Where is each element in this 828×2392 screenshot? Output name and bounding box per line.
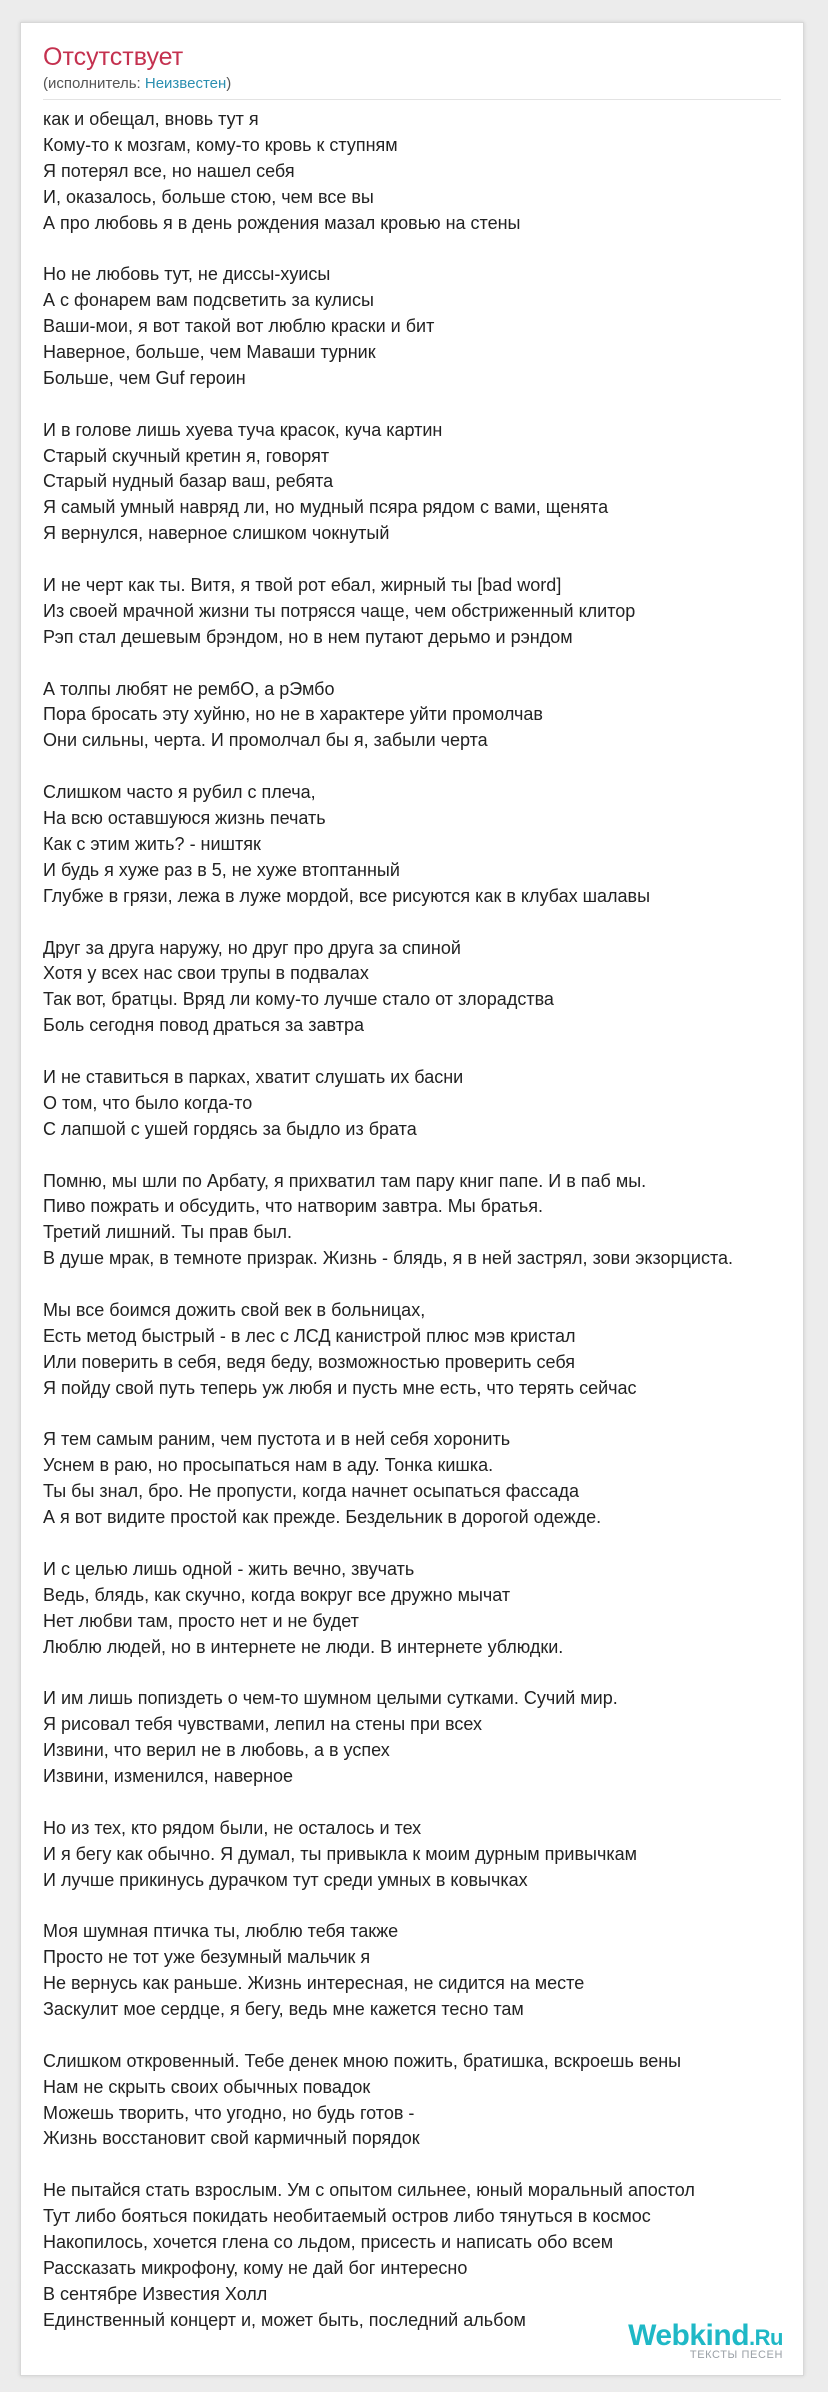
lyric-line: Ваши-мои, я вот такой вот люблю краски и бит	[43, 316, 435, 337]
lyric-line: Ведь, блядь, как скучно, когда вокруг все дружно мычат	[43, 1584, 511, 1605]
lyric-line: И лучше прикинусь дурачком тут среди умных в ковычках	[43, 1869, 528, 1890]
lyric-line: Я вернулся, наверное слишком чокнутый	[43, 523, 390, 544]
lyric-line: Старый скучный кретин я, говорят	[43, 445, 330, 466]
lyric-line: Боль сегодня повод драться за завтра	[43, 1015, 364, 1036]
lyric-line: Но не любовь тут, не диссы-хуисы	[43, 264, 331, 285]
lyric-line: И не черт как ты. Витя, я твой рот ебал, жирный ты [bad word]	[43, 575, 562, 596]
lyric-line: О том, что было когда-то	[43, 1092, 253, 1113]
stanza-gap	[43, 1531, 803, 1557]
artist-prefix: (исполнитель:	[43, 75, 145, 92]
lyric-line: как и обещал, вновь тут я	[43, 109, 259, 129]
artist-line	[43, 75, 231, 92]
lyric-line: Больше, чем Guf героин	[43, 367, 246, 388]
lyric-line: Пора бросать эту хуйню, но не в характере уйти промолчав	[43, 704, 543, 725]
lyric-line: Не вернусь как раньше. Жизнь интересная, не сидится на месте	[43, 1973, 585, 1994]
stanza-gap	[43, 1893, 803, 1919]
song-title: Отсутствует	[43, 43, 184, 71]
lyric-line: Можешь творить, что угодно, но будь готов -	[43, 2102, 415, 2123]
logo-tld: .Ru	[749, 2325, 783, 2350]
lyric-line: Рэп стал дешевым брэндом, но в нем путают дерьмо и рэндом	[43, 626, 573, 647]
lyric-line: А толпы любят не рембО, а рЭмбо	[43, 678, 335, 699]
stanza-gap	[43, 754, 803, 780]
stanza-gap	[43, 1660, 803, 1686]
site-logo[interactable]	[628, 2319, 783, 2361]
logo-tagline: ТЕКСТЫ ПЕСЕН	[689, 2349, 783, 2361]
lyric-line: Уснем в раю, но просыпаться нам в аду. Тонка кишка.	[43, 1455, 494, 1476]
lyric-line: Накопилось, хочется глена со льдом, присесть и написать обо всем	[43, 2232, 614, 2253]
lyric-line: Старый нудный базар ваш, ребята	[43, 471, 334, 492]
stanza-gap	[43, 1039, 803, 1065]
stanza-gap	[43, 2152, 803, 2178]
lyric-line: И я бегу как обычно. Я думал, ты привыкла к моим дурным привычкам	[43, 1843, 637, 1864]
lyric-line: Нет любви там, просто нет и не будет	[43, 1610, 359, 1631]
artist-suffix: )	[226, 75, 232, 92]
lyric-line: А с фонарем вам подсветить за кулисы	[43, 290, 374, 311]
lyric-line: В душе мрак, в темноте призрак. Жизнь - блядь, я в ней застрял, зови экзорциста.	[43, 1248, 733, 1269]
lyric-line: Рассказать микрофону, кому не дай бог интересно	[43, 2257, 468, 2278]
lyric-line: Кому-то к мозгам, кому-то кровь к ступням	[43, 134, 398, 155]
stanza-gap	[43, 1143, 803, 1169]
lyric-line: Люблю людей, но в интернете не люди. В интернете ублюдки.	[43, 1636, 564, 1657]
lyric-line: Я тем самым раним, чем пустота и в ней себя хоронить	[43, 1429, 511, 1450]
lyric-line: Извини, что верил не в любовь, а в успех	[43, 1740, 390, 1761]
stanza-gap	[43, 236, 803, 262]
lyric-line: Друг за друга наружу, но друг про друга за спиной	[43, 937, 461, 958]
stanza-gap	[43, 2023, 803, 2049]
lyric-line: Как с этим жить? - ништяк	[43, 833, 261, 854]
lyric-line: В сентябре Известия Холл	[43, 2283, 268, 2304]
lyric-line: Из своей мрачной жизни ты потрясся чаще, чем обстриженный клитор	[43, 600, 636, 621]
lyric-line: Я рисовал тебя чувствами, лепил на стены при всех	[43, 1714, 482, 1735]
lyric-line: Мы все боимся дожить свой век в больницах,	[43, 1299, 426, 1320]
lyric-line: Пиво пожрать и обсудить, что натворим завтра. Мы братья.	[43, 1196, 543, 1217]
lyric-line: И с целью лишь одной - жить вечно, звучать	[43, 1558, 415, 1579]
lyric-line: Извини, изменился, наверное	[43, 1766, 294, 1786]
lyric-line: И им лишь попиздеть о чем-то шумном целыми сутками. Сучий мир.	[43, 1688, 618, 1709]
lyric-line: На всю оставшуюся жизнь печать	[43, 808, 326, 829]
lyric-line: Так вот, братцы. Вряд ли кому-то лучше стало от злорадства	[43, 989, 554, 1010]
header-divider	[43, 99, 781, 100]
lyric-line: Слишком откровенный. Тебе денек мною пожить, братишка, вскроешь вены	[43, 2050, 682, 2071]
lyric-line: Просто не тот уже безумный мальчик я	[43, 1947, 371, 1968]
stanza-gap	[43, 1272, 803, 1298]
lyric-line: Есть метод быстрый - в лес с ЛСД канистрой плюс мэв кристал	[43, 1325, 576, 1346]
lyric-line: И не ставиться в парках, хватит слушать их басни	[43, 1066, 464, 1087]
stanza-gap	[43, 1790, 803, 1816]
lyric-line: Они сильны, черта. И промолчал бы я, забыли черта	[43, 730, 488, 751]
lyric-line: Заскулит мое сердце, я бегу, ведь мне кажется тесно там	[43, 1999, 524, 2020]
lyric-line: Тут либо бояться покидать необитаемый остров либо тянуться в космос	[43, 2206, 651, 2227]
lyric-line: А про любовь я в день рождения мазал кровью на стены	[43, 212, 521, 233]
stanza-gap	[43, 1402, 803, 1428]
lyric-line: И в голове лишь хуева туча красок, куча картин	[43, 419, 443, 440]
stanza-gap	[43, 651, 803, 677]
lyric-line: Я потерял все, но нашел себя	[43, 160, 295, 181]
lyric-line: Моя шумная птичка ты, люблю тебя также	[43, 1921, 399, 1942]
lyrics-card	[20, 22, 804, 2376]
lyric-line: Третий лишний. Ты прав был.	[43, 1222, 293, 1243]
lyric-line: Слишком часто я рубил с плеча,	[43, 782, 316, 803]
lyric-line: Наверное, больше, чем Маваши турник	[43, 342, 376, 363]
lyric-line: Но из тех, кто рядом были, не осталось и тех	[43, 1817, 422, 1838]
lyric-line: Ты бы знал, бро. Не пропусти, когда начнет осыпаться фассада	[43, 1481, 579, 1502]
lyric-line: Или поверить в себя, ведя беду, возможностью проверить себя	[43, 1351, 576, 1372]
lyric-line: Глубже в грязи, лежа в луже мордой, все рисуются как в клубах шалавы	[43, 885, 651, 906]
lyric-line: Хотя у всех нас свои трупы в подвалах	[43, 963, 369, 984]
lyric-line: С лапшой с ушей гордясь за быдло из брата	[43, 1118, 417, 1139]
lyric-line: Не пытайся стать взрослым. Ум с опытом сильнее, юный моральный апостол	[43, 2180, 695, 2201]
lyric-line: Я самый умный навряд ли, но мудный псяра рядом с вами, щенята	[43, 497, 609, 518]
lyric-line: Я пойду свой путь теперь уж любя и пусть мне есть, что терять сейчас	[43, 1377, 637, 1398]
stanza-gap	[43, 392, 803, 418]
lyric-line: Помню, мы шли по Арбату, я прихватил там пару книг папе. И в паб мы.	[43, 1170, 647, 1191]
lyrics-body	[43, 107, 803, 2334]
lyric-line: Жизнь восстановит свой кармичный порядок	[43, 2128, 420, 2149]
logo-brand: Webkind	[628, 2319, 750, 2352]
lyric-line: А я вот видите простой как прежде. Бездельник в дорогой одежде.	[43, 1507, 602, 1528]
lyric-line: И, оказалось, больше стою, чем все вы	[43, 186, 374, 207]
lyric-line: И будь я хуже раз в 5, не хуже втоптанный	[43, 859, 400, 880]
lyric-line: Нам не скрыть своих обычных повадок	[43, 2076, 371, 2097]
artist-link[interactable]: Неизвестен	[144, 75, 227, 92]
stanza-gap	[43, 547, 803, 573]
lyric-line: Единственный концерт и, может быть, последний альбом	[43, 2309, 526, 2330]
stanza-gap	[43, 910, 803, 936]
